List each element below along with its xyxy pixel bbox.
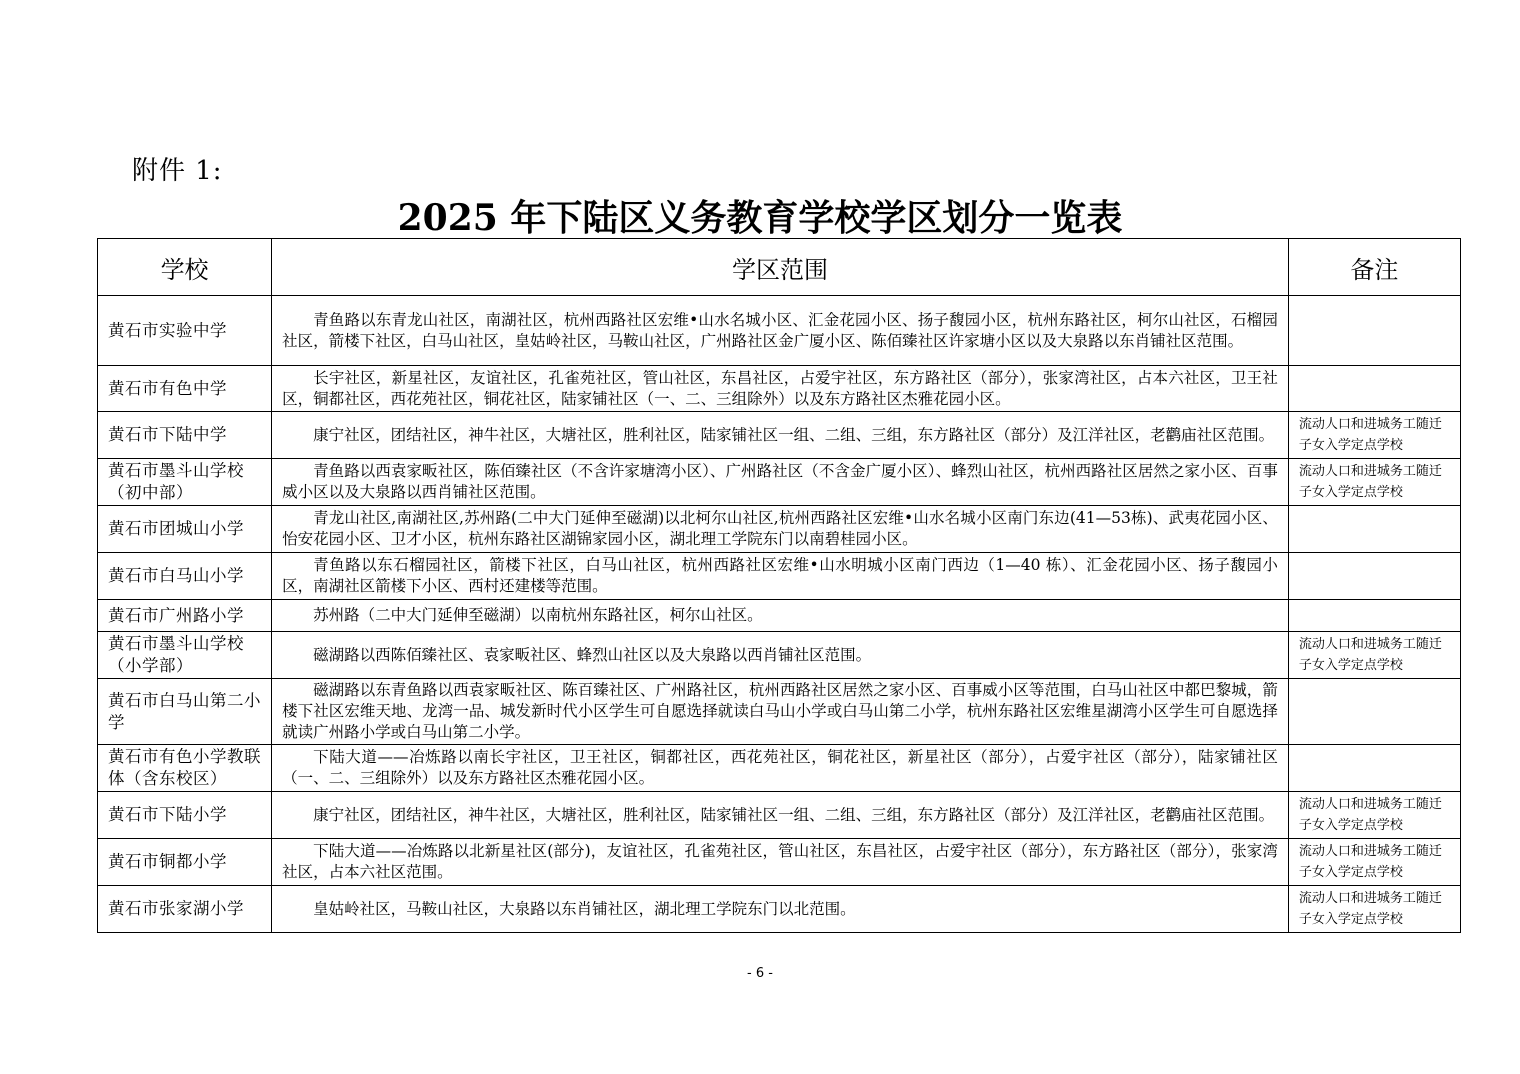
- school-name: 黄石市墨斗山学校（初中部）: [98, 459, 272, 506]
- header-area: 学区范围: [272, 239, 1289, 296]
- table-row: [98, 839, 1461, 886]
- remark: 流动人口和进城务工随迁子女入学定点学校: [1288, 632, 1460, 679]
- school-name: 黄石市下陆小学: [98, 792, 272, 839]
- district-range: 苏州路（二中大门延伸至磁湖）以南杭州东路社区，柯尔山社区。: [272, 600, 1289, 632]
- district-range: 下陆大道——冶炼路以北新星社区(部分)，友谊社区，孔雀苑社区，管山社区，东昌社区，占爱宇社区（部分），东方路社区（部分），张家湾社区，占本六社区范围。: [272, 839, 1289, 886]
- district-range: 青鱼路以东石榴园社区，箭楼下社区，白马山社区，杭州西路社区宏维•山水明城小区南门西边（1—40 栋）、汇金花园小区、扬子馥园小区，南湖社区箭楼下小区、西村还建楼等范围。: [272, 553, 1289, 600]
- table-header-row: [98, 239, 1461, 296]
- remark: 流动人口和进城务工随迁子女入学定点学校: [1288, 412, 1460, 459]
- district-range: 康宁社区，团结社区，神牛社区，大塘社区，胜利社区，陆家铺社区一组、二组、三组，东方路社区（部分）及江洋社区，老鹳庙社区范围。: [272, 792, 1289, 839]
- remark: [1288, 745, 1460, 792]
- page-number: - 6 -: [747, 966, 773, 981]
- table-row: [98, 745, 1461, 792]
- district-range: 下陆大道——冶炼路以南长宇社区，卫王社区，铜都社区，西花苑社区，铜花社区，新星社区（部分），占爱宇社区（部分），陆家铺社区（一、二、三组除外）以及东方路社区杰雅花园小区。: [272, 745, 1289, 792]
- remark: [1288, 553, 1460, 600]
- district-range: 磁湖路以东青鱼路以西袁家畈社区、陈百臻社区、广州路社区，杭州西路社区居然之家小区、百事威小区等范围，白马山社区中都巴黎城，箭楼下社区宏维天地、龙湾一品、城发新时代小区学生可自愿选择就读白马山小学或白马山第二小学，杭州东路社区宏维星湖湾小区学生可自愿选择就读广州路小学或白马山第二小学。: [272, 679, 1289, 745]
- remark: [1288, 366, 1460, 412]
- district-range: 青龙山社区,南湖社区,苏州路(二中大门延伸至磁湖)以北柯尔山社区,杭州西路社区宏维•山水名城小区南门东边(41—53栋)、武夷花园小区、怡安花园小区、卫才小区，杭州东路社区湖锦家园小区，湖北理工学院东门以南碧桂园小区。: [272, 506, 1289, 553]
- header-school: 学校: [98, 239, 272, 296]
- remark: [1288, 506, 1460, 553]
- table-row: [98, 459, 1461, 506]
- table-row: [98, 632, 1461, 679]
- school-district-table: [97, 238, 1461, 933]
- table-row: [98, 792, 1461, 839]
- school-name: 黄石市墨斗山学校（小学部）: [98, 632, 272, 679]
- district-range: 青鱼路以东青龙山社区，南湖社区，杭州西路社区宏维•山水名城小区、汇金花园小区、扬子馥园小区，杭州东路社区，柯尔山社区，石榴园社区，箭楼下社区，白马山社区，皇姑岭社区，马鞍山社区，广州路社区金广厦小区、陈佰臻社区许家塘小区以及大泉路以东肖铺社区范围。: [272, 296, 1289, 366]
- district-range: 磁湖路以西陈佰臻社区、袁家畈社区、蜂烈山社区以及大泉路以西肖铺社区范围。: [272, 632, 1289, 679]
- table-row: [98, 412, 1461, 459]
- remark: 流动人口和进城务工随迁子女入学定点学校: [1288, 792, 1460, 839]
- school-name: 黄石市团城山小学: [98, 506, 272, 553]
- table-row: [98, 886, 1461, 933]
- school-name: 黄石市铜都小学: [98, 839, 272, 886]
- school-name: 黄石市有色中学: [98, 366, 272, 412]
- header-note: 备注: [1288, 239, 1460, 296]
- table-row: [98, 679, 1461, 745]
- attachment-label: 附件 1:: [132, 156, 223, 186]
- remark: 流动人口和进城务工随迁子女入学定点学校: [1288, 886, 1460, 933]
- remark: 流动人口和进城务工随迁子女入学定点学校: [1288, 839, 1460, 886]
- school-name: 黄石市张家湖小学: [98, 886, 272, 933]
- school-name: 黄石市实验中学: [98, 296, 272, 366]
- district-range: 青鱼路以西袁家畈社区，陈佰臻社区（不含许家塘湾小区）、广州路社区（不含金广厦小区）、蜂烈山社区，杭州西路社区居然之家小区、百事威小区以及大泉路以西肖铺社区范围。: [272, 459, 1289, 506]
- document-title: 2025 年下陆区义务教育学校学区划分一览表: [397, 197, 1123, 239]
- table-row: [98, 553, 1461, 600]
- remark: [1288, 679, 1460, 745]
- school-name: 黄石市广州路小学: [98, 600, 272, 632]
- school-name: 黄石市白马山小学: [98, 553, 272, 600]
- remark: [1288, 600, 1460, 632]
- remark: [1288, 296, 1460, 366]
- table-row: [98, 600, 1461, 632]
- school-name: 黄石市下陆中学: [98, 412, 272, 459]
- table-row: [98, 296, 1461, 366]
- school-name: 黄石市有色小学教联体（含东校区）: [98, 745, 272, 792]
- school-name: 黄石市白马山第二小学: [98, 679, 272, 745]
- district-range: 皇姑岭社区，马鞍山社区，大泉路以东肖铺社区，湖北理工学院东门以北范围。: [272, 886, 1289, 933]
- remark: 流动人口和进城务工随迁子女入学定点学校: [1288, 459, 1460, 506]
- table-row: [98, 506, 1461, 553]
- district-range: 长宇社区，新星社区，友谊社区，孔雀苑社区，管山社区，东昌社区，占爱宇社区，东方路社区（部分），张家湾社区，占本六社区，卫王社区，铜都社区，西花苑社区，铜花社区，陆家铺社区（一、二、三组除外）以及东方路社区杰雅花园小区。: [272, 366, 1289, 412]
- district-range: 康宁社区，团结社区，神牛社区，大塘社区，胜利社区，陆家铺社区一组、二组、三组，东方路社区（部分）及江洋社区，老鹳庙社区范围。: [272, 412, 1289, 459]
- table-row: [98, 366, 1461, 412]
